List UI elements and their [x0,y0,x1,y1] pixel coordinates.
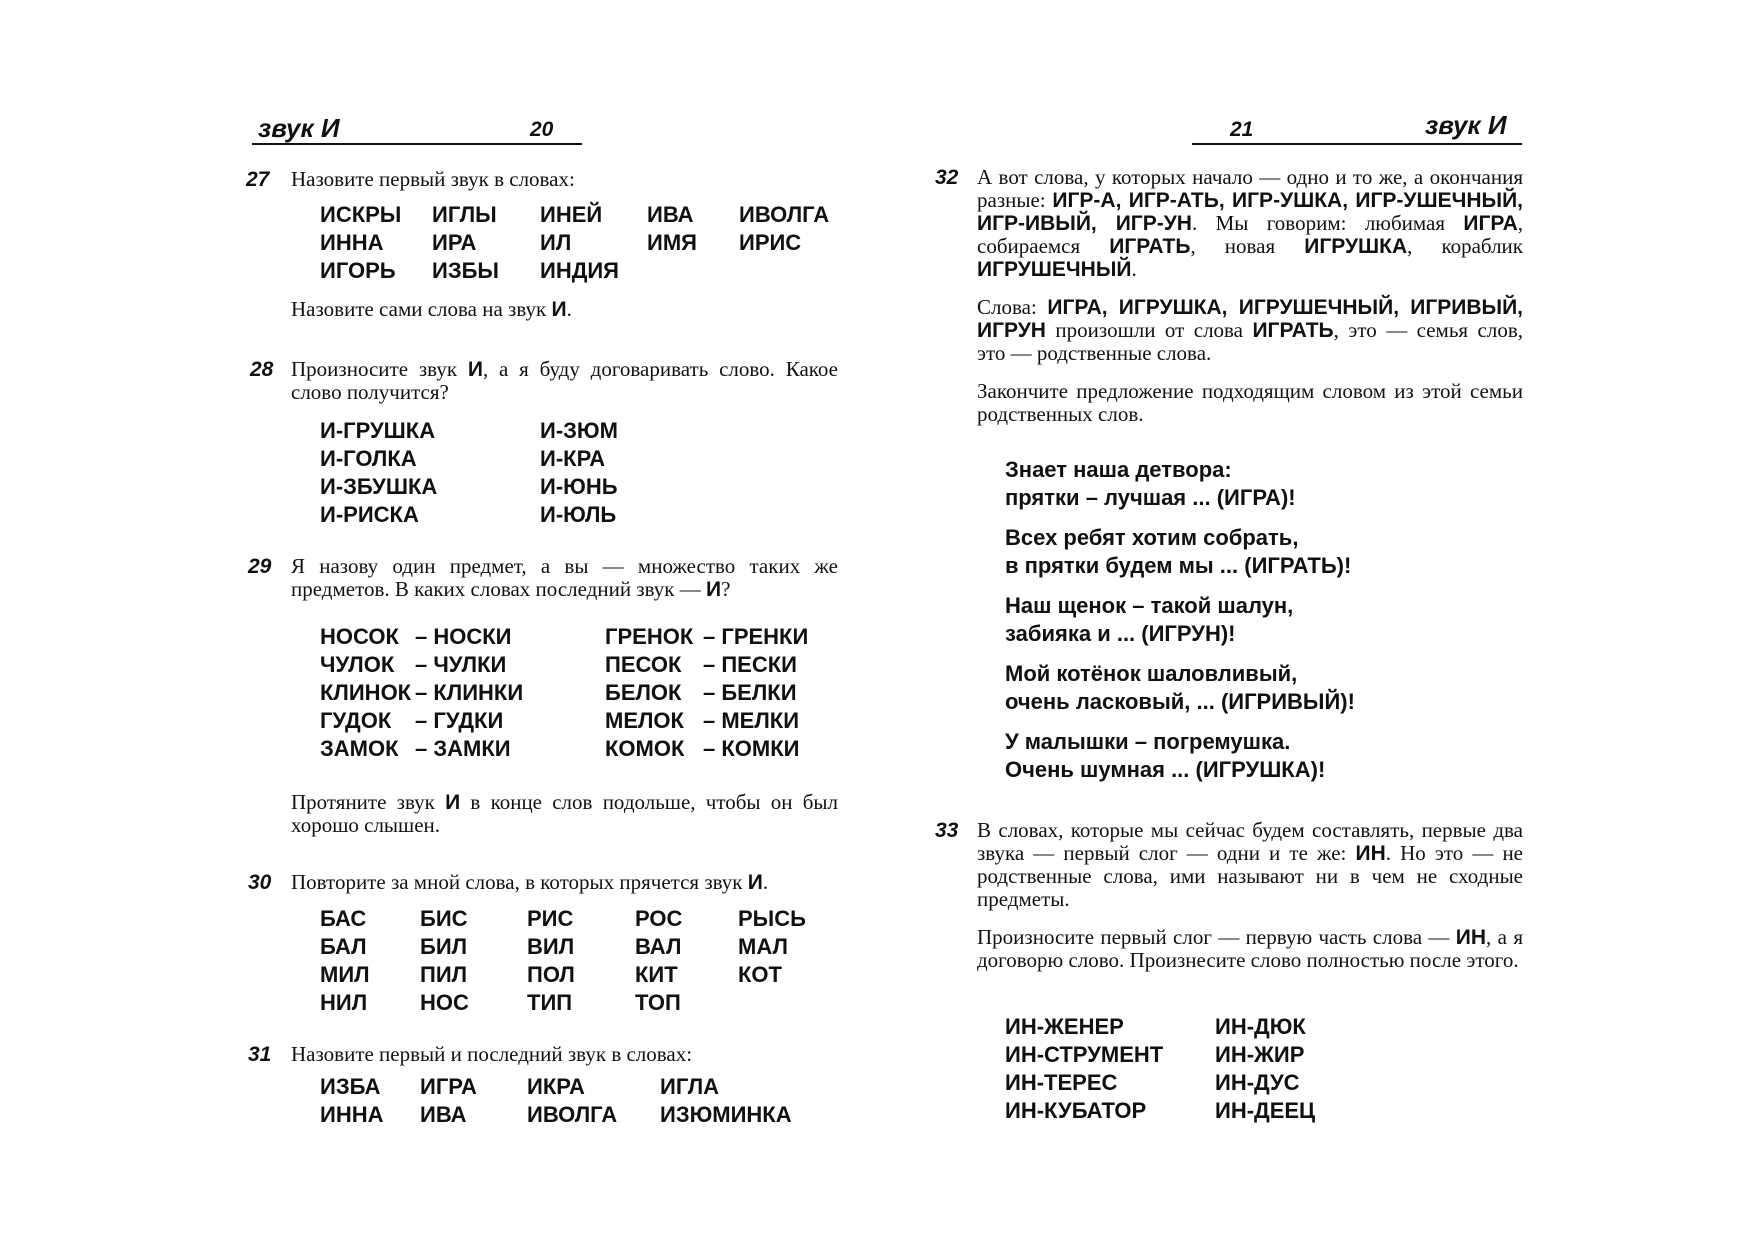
poem-line: забияка и ... (ИГРУН)! [1005,621,1236,646]
left-header-rule [252,143,582,145]
word-cell: И-ГРУШКА [320,418,436,443]
word-cell: КИТ [635,962,678,987]
word-cell: ИГОРЬ [320,258,396,283]
word-row [320,623,823,651]
exercise-33-paragraph-1: В словах, которые мы сейчас будем составлять, первые два звука — первый слог — одни и те же: ИН. Но это — не родственные слова, ими называют ни в чем не сходные предметы. [977,818,1523,911]
word-row [320,707,823,735]
word-row [320,1101,810,1129]
exercise-32-paragraph-1 [977,166,1523,281]
text-run: , это — семья слов, это — родственные слова. [977,318,1523,365]
word-cell: – ГРЕНКИ [703,624,809,649]
exercise-32-number: 32 [935,166,959,189]
word-cell: НОС [420,990,469,1015]
poem-stanza [1005,524,1355,580]
poem-stanza [1005,592,1355,648]
text-run: . Мы говорим: любимая [1191,211,1464,235]
word-cell: ИН-ЖИР [1215,1042,1305,1067]
word-cell: ИНЕЙ [540,202,603,227]
word-cell: И-КРА [540,446,606,471]
text-run: . [1131,257,1137,281]
word-cell: ИНДИЯ [540,258,619,283]
exercise-33-paragraph-2: Произносите первый слог — первую часть слова — ИН, а я договорю слово. Произнесите слово полностью после этого. [977,925,1523,972]
word-cell: ИН-ТЕРЕС [1005,1070,1118,1095]
word-cell: ИГЛА [660,1074,720,1099]
word-cell: ИРА [432,230,477,255]
word-cell: – КОМКИ [703,736,800,761]
exercise-31-prompt: Назовите первый и последний звук в словах: [291,1042,693,1066]
exercise-30-words [320,905,818,1017]
word-cell: ГРЕНОК [605,624,694,649]
bold-word: ИГР-А, ИГР-АТЬ, ИГР-УШКА, ИГР-УШЕЧНЫЙ, ИГР-ИВЫЙ, ИГР-УН [977,189,1523,235]
exercise-29-words [320,623,823,763]
word-row [320,201,849,229]
exercise-27-number: 27 [246,168,270,191]
word-cell: ИГЛЫ [432,202,497,227]
word-cell: МЕЛОК [605,708,684,733]
word-cell: БИЛ [420,934,468,959]
text-run: , кораблик [1407,234,1523,258]
word-cell: И-ГОЛКА [320,446,417,471]
word-row [320,651,823,679]
word-cell: И-ЗЮМ [540,418,618,443]
word-cell: ИВА [420,1102,467,1127]
word-cell: РОС [635,906,683,931]
word-row [320,257,849,285]
exercise-30-text: Повторите за мной слова, в которых прячется звук И. [291,870,769,894]
word-cell: ИЗЮМИНКА [660,1102,792,1127]
poem-stanza [1005,728,1355,784]
word-cell: КОТ [738,962,782,987]
left-header-title: звук И [258,113,340,143]
exercise-31-words [320,1073,810,1129]
exercise-28-words [320,417,650,529]
word-cell: ЧУЛОК [320,652,395,677]
word-cell: И-ЮНЬ [540,474,618,499]
poem-line: У малышки – погремушка. [1005,729,1291,754]
exercise-31-number: 31 [248,1043,272,1066]
word-cell: ИСКРЫ [320,202,402,227]
exercise-30-number: 30 [248,871,272,894]
exercise-32-task: Закончите предложение подходящим словом из этой семьи родственных слов. [977,379,1523,426]
exercise-28-text: Произносите звук И, а я буду договаривать слово. Какое слово получится? [291,357,838,404]
text-run: А вот слова, у которых начало — одно и то же, а окончания разные: [977,165,1523,212]
word-cell: МИЛ [320,962,370,987]
exercise-27-prompt: Назовите первый звук в словах: [291,167,575,191]
exercise-32-paragraph-2 [977,296,1523,365]
word-cell: ИВА [647,202,694,227]
word-row [320,989,818,1017]
word-cell: ПИЛ [420,962,468,987]
word-cell: РИС [527,906,574,931]
bold-word: ИГРА, ИГРУШКА, ИГРУШЕЧНЫЙ, ИГРИВЫЙ, ИГРУН [977,296,1524,342]
word-row [320,473,650,501]
exercise-32-poems [1005,456,1355,796]
word-cell: ПОЛ [527,962,575,987]
poem-stanza [1005,456,1355,512]
word-cell: ЗАМОК [320,736,399,761]
word-cell: И-РИСКА [320,502,419,527]
word-cell: ВАЛ [635,934,682,959]
word-cell: ТОП [635,990,681,1015]
word-row [1005,1013,1335,1041]
word-cell: – ЧУЛКИ [415,652,507,677]
exercise-33-words [1005,1013,1335,1125]
word-cell: КЛИНОК [320,680,412,705]
word-row [320,501,650,529]
word-row [1005,1097,1335,1125]
bold-word: ИГРАТЬ [1252,319,1334,342]
poem-stanza [1005,660,1355,716]
word-cell: – МЕЛКИ [703,708,800,733]
word-cell: ИН-ДУС [1215,1070,1300,1095]
word-cell: ИВОЛГА [527,1102,618,1127]
poem-line: Знает наша детвора: [1005,457,1232,482]
word-cell: ИВОЛГА [739,202,830,227]
poem-line: Очень шумная ... (ИГРУШКА)! [1005,757,1326,782]
word-row [320,417,650,445]
word-cell: ВИЛ [527,934,575,959]
word-cell: – НОСКИ [415,624,512,649]
word-cell: РЫСЬ [738,906,806,931]
word-cell: БЕЛОК [605,680,682,705]
word-row [320,933,818,961]
bold-word: ИГРУШКА [1304,235,1408,258]
word-cell: ИЗБЫ [432,258,499,283]
word-cell: НИЛ [320,990,368,1015]
exercise-28-number: 28 [250,358,274,381]
poem-line: Всех ребят хотим собрать, [1005,525,1299,550]
text-run: произошли от слова [1045,318,1253,342]
word-row [320,961,818,989]
word-row [320,229,849,257]
word-cell: – КЛИНКИ [415,680,524,705]
poem-line: Мой котёнок шаловливый, [1005,661,1298,686]
word-cell: БАЛ [320,934,367,959]
word-cell: БАС [320,906,367,931]
word-cell: ИН-СТРУМЕНТ [1005,1042,1164,1067]
exercise-29-number: 29 [248,555,272,578]
word-cell: ИЗБА [320,1074,381,1099]
word-cell: И-ЗБУШКА [320,474,438,499]
poem-line: в прятки будем мы ... (ИГРАТЬ)! [1005,553,1352,578]
word-row [1005,1069,1335,1097]
exercise-29-text: Я назову один предмет, а вы — множество таких же предметов. В каких словах последний звук — И? [291,554,838,601]
poem-line: очень ласковый, ... (ИГРИВЫЙ)! [1005,689,1355,714]
bold-word: ИГРАТЬ [1109,235,1191,258]
poem-line: Наш щенок – такой шалун, [1005,593,1294,618]
word-row [320,905,818,933]
word-cell: – ГУДКИ [415,708,504,733]
word-row [320,679,823,707]
poem-line: прятки – лучшая ... (ИГРА)! [1005,485,1296,510]
word-cell: ИГРА [420,1074,477,1099]
right-header-rule [1192,143,1522,145]
exercise-33-number: 33 [935,819,959,842]
word-cell: – БЕЛКИ [703,680,797,705]
text-run: Слова: [977,295,1048,319]
word-cell: КОМОК [605,736,685,761]
word-cell: ИН-ДЮК [1215,1014,1306,1039]
word-cell: ПЕСОК [605,652,682,677]
word-cell: И-ЮЛЬ [540,502,617,527]
word-cell: ГУДОК [320,708,392,733]
bold-word: ИГРУШЕЧНЫЙ [977,258,1132,281]
word-row [320,735,823,763]
word-cell: ИМЯ [647,230,697,255]
word-cell: ИН-КУБАТОР [1005,1098,1147,1123]
text-run: , собираемся [977,211,1523,258]
word-cell: ТИП [527,990,573,1015]
word-cell: МАЛ [738,934,788,959]
word-cell: НОСОК [320,624,399,649]
exercise-27-followup: Назовите сами слова на звук И. [291,297,572,321]
word-row [320,1073,810,1101]
right-page [877,0,1754,1240]
right-header-title: звук И [1425,110,1507,140]
word-cell: ИЛ [540,230,572,255]
word-cell: – ЗАМКИ [415,736,511,761]
exercise-29-followup: Протяните звук И в конце слов подольше, чтобы он был хорошо слышен. [291,790,838,837]
exercise-27-words [320,201,849,285]
word-cell: ИРИС [739,230,802,255]
right-page-number: 21 [1230,118,1254,141]
word-cell: – ПЕСКИ [703,652,797,677]
text-run: , новая [1190,234,1305,258]
word-cell: ИННА [320,1102,384,1127]
left-page-number: 20 [530,118,554,141]
word-cell: ИННА [320,230,384,255]
word-row [1005,1041,1335,1069]
bold-word: ИГРА [1463,212,1518,235]
word-cell: ИН-ЖЕНЕР [1005,1014,1124,1039]
word-cell: БИС [420,906,468,931]
word-row [320,445,650,473]
word-cell: ИКРА [527,1074,585,1099]
word-cell: ИН-ДЕЕЦ [1215,1098,1316,1123]
